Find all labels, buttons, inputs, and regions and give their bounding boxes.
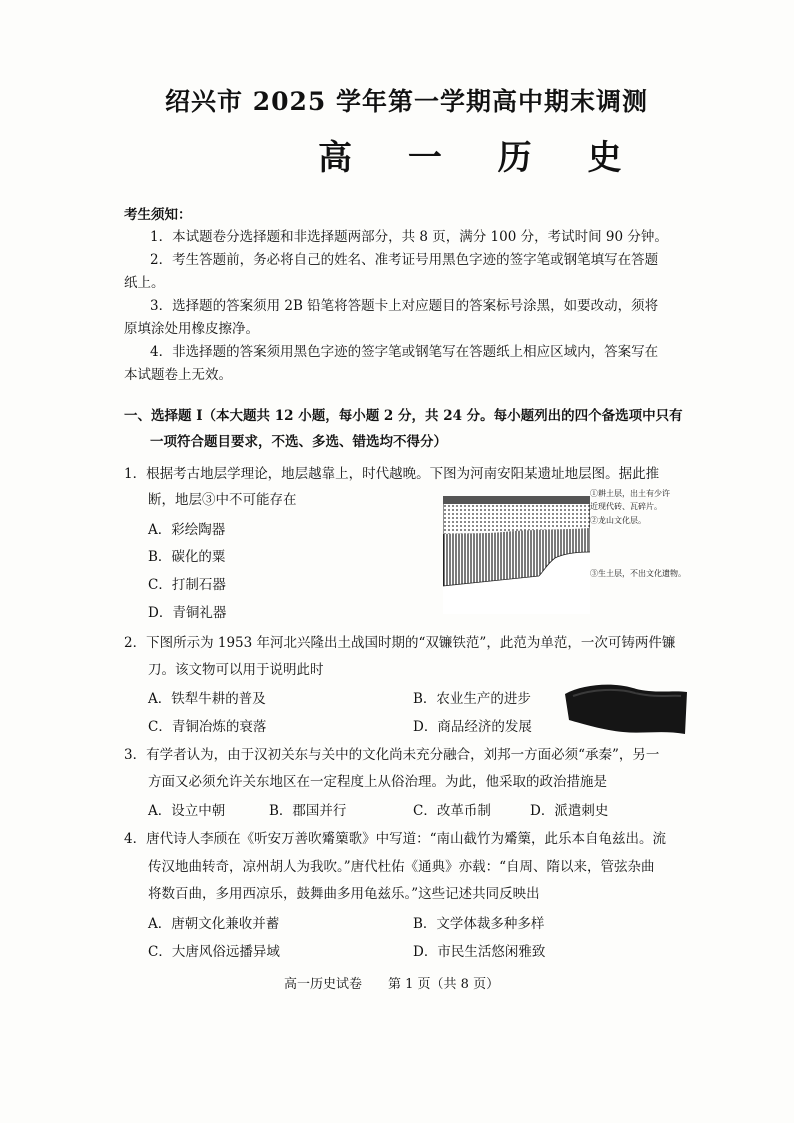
page-footer: 高一历史试卷 第 1 页（共 8 页）	[284, 977, 500, 992]
q3-option-c: C．改革币制	[413, 803, 491, 819]
q4-option-b: B．文学体裁多种多样	[413, 916, 545, 932]
iron-mold-photo	[563, 680, 689, 738]
subject-title: 高 一 历 史	[318, 138, 644, 178]
strata-label-2: ②龙山文化层。	[590, 516, 646, 525]
q1-option-d: D．青铜礼器	[148, 605, 227, 621]
q1-stem: 1．根据考古地层学理论，地层越靠上，时代越晚。下图为河南安阳某遗址地层图。据此推	[124, 466, 660, 482]
q3-option-d: D．派遣刺史	[530, 803, 609, 819]
notice-item-3: 3．选择题的答案须用 2B 铅笔将答题卡上对应题目的答案标号涂黑，如要改动，须将	[150, 298, 659, 314]
stratigraphy-figure	[443, 496, 590, 614]
q1-option-b: B．碳化的粟	[148, 549, 226, 565]
q2-option-b: B．农业生产的进步	[413, 691, 531, 707]
q3-stem: 3．有学者认为，由于汉初关东与关中的文化尚未充分融合，刘邦一方面必须“承秦”，另一	[124, 747, 660, 763]
notice-item-4-cont: 本试题卷上无效。	[124, 367, 232, 383]
q3-stem-cont: 方面又必须允许关东地区在一定程度上从俗治理。为此，他采取的政治措施是	[148, 774, 607, 790]
q2-option-a: A．铁犁牛耕的普及	[148, 691, 266, 707]
section-heading: 一、选择题 I（本大题共 12 小题，每小题 2 分，共 24 分。每小题列出的四个备选项中只有	[124, 408, 683, 424]
notice-item-2-cont: 纸上。	[124, 275, 165, 291]
notice-item-1: 1．本试题卷分选择题和非选择题两部分，共 8 页，满分 100 分，考试时间 90 分钟。	[150, 229, 668, 245]
q2-option-d: D．商品经济的发展	[413, 719, 532, 735]
strata-label-1b: 近现代砖、瓦碎片。	[590, 502, 662, 511]
q4-stem: 4．唐代诗人李颀在《听安万善吹觱篥歌》中写道：“南山截竹为觱篥，此乐本自龟兹出。流	[124, 831, 666, 847]
q4-option-d: D．市民生活悠闲雅致	[413, 944, 546, 960]
q1-option-c: C．打制石器	[148, 577, 226, 593]
strata-label-1: ①耕土层，出土有少许	[590, 489, 670, 498]
q3-option-a: A．设立中朝	[148, 803, 226, 819]
exam-title: 绍兴市 2025 学年第一学期高中期末调测	[165, 87, 648, 116]
q4-option-a: A．唐朝文化兼收并蓄	[148, 916, 280, 932]
notice-item-3-cont: 原填涂处用橡皮擦净。	[124, 321, 259, 337]
q4-option-c: C．大唐风俗远播异域	[148, 944, 280, 960]
notice-item-2: 2．考生答题前，务必将自己的姓名、准考证号用黑色字迹的签字笔或钢笔填写在答题	[150, 252, 659, 268]
strata-label-3: ③生土层，不出文化遗物。	[590, 569, 686, 578]
q1-stem-cont: 断，地层③中不可能存在	[148, 492, 297, 508]
q4-stem-cont-2: 将数百曲，多用西凉乐，鼓舞曲多用龟兹乐。”这些记述共同反映出	[148, 886, 540, 902]
q1-option-a: A．彩绘陶器	[148, 522, 226, 538]
notice-heading: 考生须知：	[124, 207, 192, 223]
q2-stem: 2．下图所示为 1953 年河北兴隆出土战国时期的“双镰铁范”，此范为单范，一次可铸两件镰	[124, 635, 676, 651]
layer-1-topsoil	[443, 496, 590, 504]
q4-stem-cont-1: 传汉地曲转奇，凉州胡人为我吹。”唐代杜佑《通典》亦载：“自周、隋以来，管弦杂曲	[148, 859, 655, 875]
q2-stem-cont: 刀。该文物可以用于说明此时	[148, 662, 324, 678]
notice-item-4: 4．非选择题的答案须用黑色字迹的签字笔或钢笔写在答题纸上相应区域内，答案写在	[150, 344, 659, 360]
q2-option-c: C．青铜冶炼的衰落	[148, 719, 267, 735]
q3-option-b: B．郡国并行	[269, 803, 347, 819]
section-heading-cont: 一项符合题目要求，不选、多选、错选均不得分）	[150, 434, 447, 450]
